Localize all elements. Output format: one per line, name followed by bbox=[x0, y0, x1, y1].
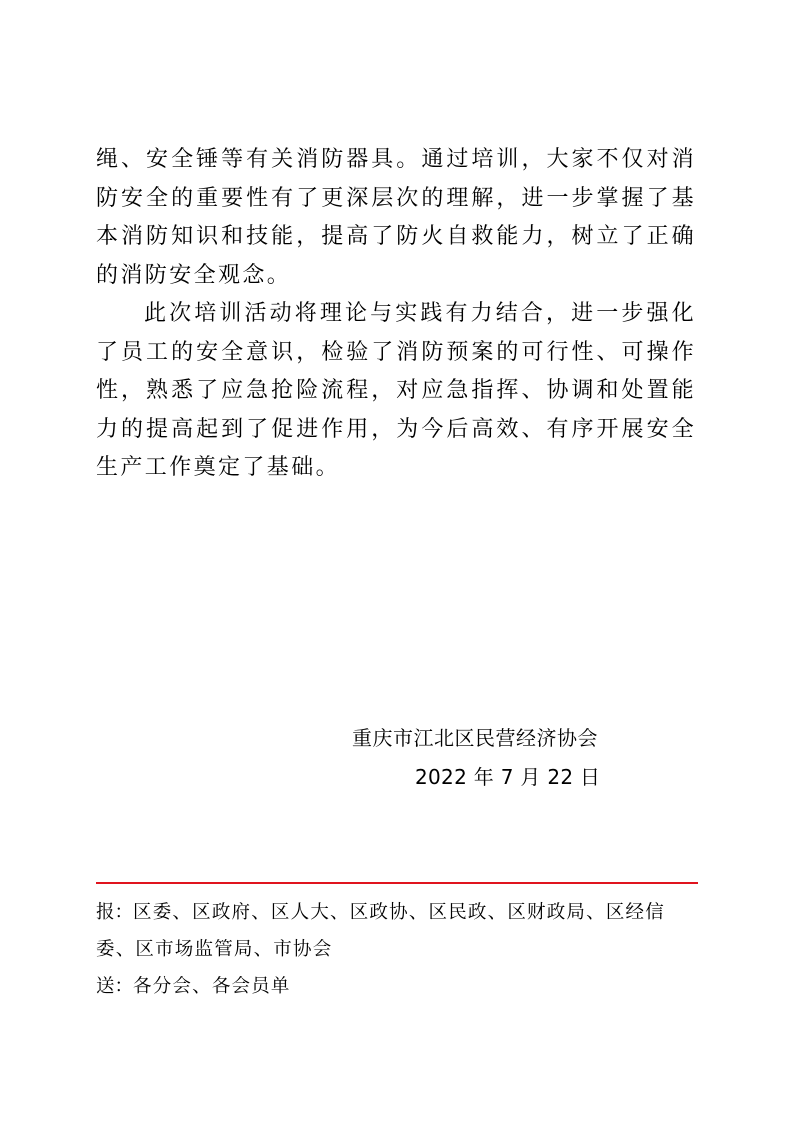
send-label: 送： bbox=[96, 976, 134, 997]
report-recipients: 区委、区政府、区人大、区政协、区民政、区财政局、区经信委、区市场监管局、市协会 bbox=[96, 902, 665, 960]
red-divider-line bbox=[96, 882, 698, 884]
send-to-line bbox=[96, 968, 700, 1005]
paragraph-summary: 此次培训活动将理论与实践有力结合，进一步强化了员工的安全意识，检验了消防预案的可行性、可操作性，熟悉了应急抢险流程，对应急指挥、协调和处置能力的提高起到了促进作用，为今后高效、有序开展安全生产工作奠定了基础。 bbox=[96, 301, 696, 480]
signature-organization: 重庆市江北区民营经济协会 bbox=[352, 726, 598, 750]
distribution-list bbox=[96, 894, 700, 1005]
report-to-line bbox=[96, 894, 700, 968]
signature-date: 2022 年 7 月 22 日 bbox=[415, 765, 601, 789]
report-label: 报： bbox=[96, 902, 134, 923]
signature-block bbox=[352, 722, 600, 793]
paragraph-continuation: 绳、安全锤等有关消防器具。通过培训，大家不仅对消防安全的重要性有了更深层次的理解，进一步掌握了基本消防知识和技能，提高了防火自救能力，树立了正确的消防安全观念。 bbox=[96, 147, 696, 288]
body-text bbox=[96, 141, 696, 488]
send-recipients: 各分会、各会员单 bbox=[133, 976, 291, 997]
